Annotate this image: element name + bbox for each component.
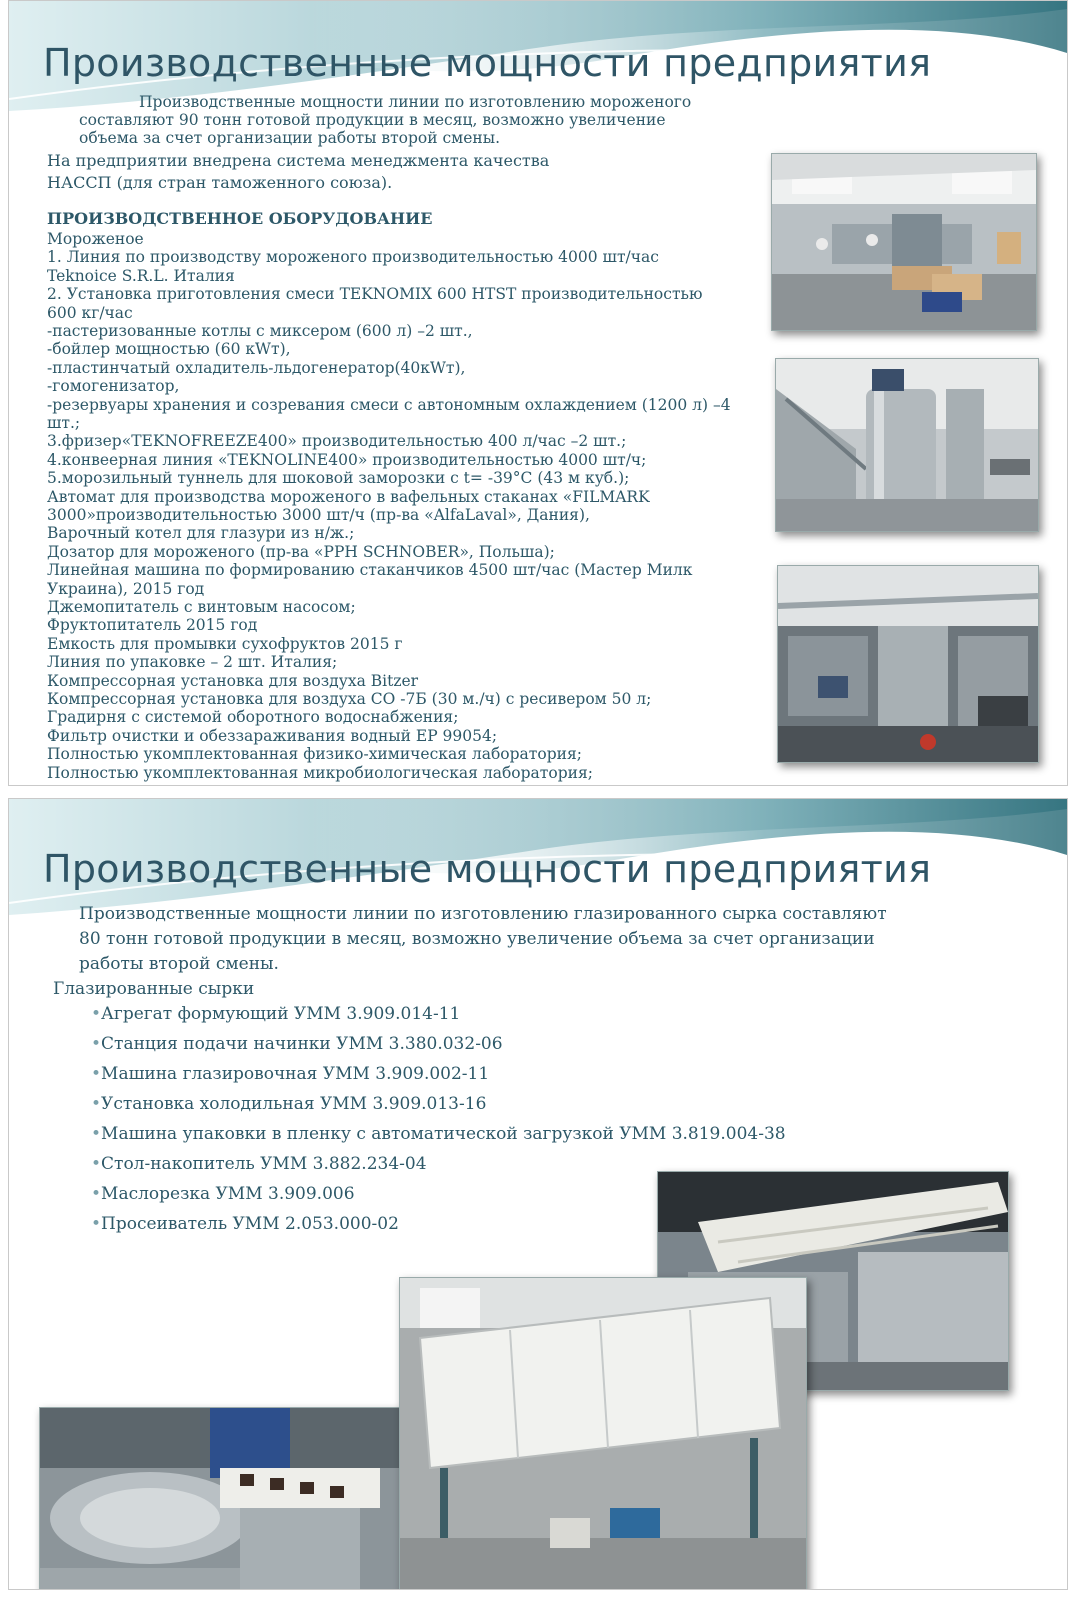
bullet-marker: • — [91, 1034, 102, 1054]
cooling-unit-photo — [399, 1277, 807, 1590]
quality-line: НАССП (для стран таможенного союза). — [47, 173, 393, 192]
equipment-line: Джемопитатель с винтовым насосом; — [47, 598, 356, 616]
bullet-text: Машина глазировочная УММ 3.909.002-11 — [101, 1064, 490, 1084]
bullet-text: Машина упаковки в пленку с автоматической загрузкой УММ 3.819.004-38 — [101, 1124, 786, 1144]
bullet-marker: • — [91, 1124, 102, 1144]
equipment-line: Украина), 2015 год — [47, 579, 205, 598]
equipment-line: Компрессорная установка для воздуха Bitzer — [47, 671, 419, 690]
equipment-heading: ПРОИЗВОДСТВЕННОЕ ОБОРУДОВАНИЕ — [47, 209, 433, 228]
freezer-line-photo — [777, 565, 1039, 763]
mixing-tanks-photo — [775, 358, 1039, 532]
equipment-line: Фруктопитатель 2015 год — [47, 616, 258, 635]
bullet-marker: • — [91, 1184, 102, 1204]
equipment-line: -гомогенизатор, — [47, 377, 180, 396]
equipment-line: Teknoice S.R.L. Италия — [47, 266, 235, 285]
equipment-line: Автомат для производства мороженого в вафельных стаканах «FILMARK — [47, 487, 650, 506]
equipment-line: Линейная машина по формированию стаканчиков 4500 шт/час (Мастер Милк — [47, 561, 693, 580]
intro-line: работы второй смены. — [79, 954, 279, 974]
equipment-line: Полностью укомплектованная микробиологическая лаборатория; — [47, 763, 593, 782]
bullet-marker: • — [91, 1004, 102, 1024]
equipment-line: Компрессорная установка для воздуха СО -7Б (30 м./ч) с ресивером 50 л; — [47, 690, 652, 708]
intro-line: Производственные мощности линии по изготовлению мороженого — [139, 93, 692, 111]
equipment-line: Полностью укомплектованная физико-химическая лаборатория; — [47, 745, 582, 764]
equipment-line: 1. Линия по производству мороженого производительностью 4000 шт/час — [47, 248, 659, 267]
equipment-line: 3000»производительностью 3000 шт/ч (пр-ва «AlfaLaval», Дания), — [47, 506, 590, 524]
equipment-line: 2. Установка приготовления смеси TEKNOMIX 600 HTST производительностью — [47, 285, 703, 304]
equipment-line: 600 кг/час — [47, 303, 133, 322]
bullet-marker: • — [91, 1064, 102, 1084]
equipment-line: -бойлер мощностью (60 кWт), — [47, 340, 291, 359]
equipment-bullet-item — [91, 1059, 786, 1089]
bullet-text: Станция подачи начинки УММ 3.380.032-06 — [101, 1034, 503, 1054]
bullet-text: Установка холодильная УММ 3.909.013-16 — [101, 1094, 487, 1114]
intro-line: объема за счет организации работы второй смены. — [79, 129, 500, 147]
equipment-line: Варочный котел для глазури из н/ж.; — [47, 524, 355, 543]
section-subheading: Глазированные сырки — [53, 979, 255, 999]
quality-line: На предприятии внедрена система менеджмента качества — [47, 151, 550, 170]
equipment-bullet-item — [91, 1089, 786, 1119]
intro-line: составляют 90 тонн готовой продукции в месяц, возможно увеличение — [79, 111, 666, 129]
bullet-marker: • — [91, 1094, 102, 1114]
equipment-line: 3.фризер«TEKNOFREEZE400» производительностью 400 л/час –2 шт.; — [47, 432, 627, 451]
equipment-line: -резервуары хранения и созревания смеси с автономным охлаждением (1200 л) –4 — [47, 395, 731, 414]
equipment-bullet-item — [91, 1029, 786, 1059]
equipment-line: Градирня с системой оборотного водоснабжения; — [47, 708, 459, 727]
slide-1 — [8, 0, 1068, 786]
equipment-line: -пастеризованные котлы с миксером (600 л) –2 шт., — [47, 322, 473, 340]
equipment-line: Фильтр очистки и обеззараживания водный ЕР 99054; — [47, 726, 498, 745]
equipment-line: -пластинчатый охладитель-льдогенератор(40кWт), — [47, 358, 466, 377]
production-hall-photo — [771, 153, 1037, 331]
bullet-text: Просеиватель УММ 2.053.000-02 — [101, 1214, 399, 1234]
bullet-marker: • — [91, 1214, 102, 1234]
equipment-line: Емкость для промывки сухофруктов 2015 г — [47, 634, 403, 653]
equipment-line: 4.конвеерная линия «TEKNOLINE400» производительностью 4000 шт/ч; — [47, 450, 647, 469]
intro-line: 80 тонн готовой продукции в месяц, возможно увеличение объема за счет организации — [79, 929, 875, 949]
equipment-line: Линия по упаковке – 2 шт. Италия; — [47, 653, 338, 672]
equipment-line: Мороженое — [47, 230, 144, 248]
intro-line: Производственные мощности линии по изготовлению глазированного сырка составляют — [79, 904, 887, 924]
equipment-line: шт.; — [47, 414, 81, 432]
forming-unit-photo — [39, 1407, 401, 1590]
equipment-line: Дозатор для мороженого (пр-ва «PPH SCHNOBER», Польша); — [47, 542, 555, 561]
page-title: Производственные мощности предприятия — [43, 847, 932, 891]
bullet-text: Маслорезка УММ 3.909.006 — [101, 1184, 355, 1204]
bullet-marker: • — [91, 1154, 102, 1174]
equipment-bullet-item — [91, 1119, 786, 1149]
page-title: Производственные мощности предприятия — [43, 41, 932, 85]
bullet-text: Стол-накопитель УММ 3.882.234-04 — [101, 1154, 427, 1174]
equipment-bullet-item — [91, 999, 786, 1029]
equipment-line: 5.морозильный туннель для шоковой заморозки с t= -39°С (43 м куб.); — [47, 469, 630, 488]
slide-2 — [8, 798, 1068, 1590]
bullet-text: Агрегат формующий УММ 3.909.014-11 — [101, 1004, 461, 1024]
